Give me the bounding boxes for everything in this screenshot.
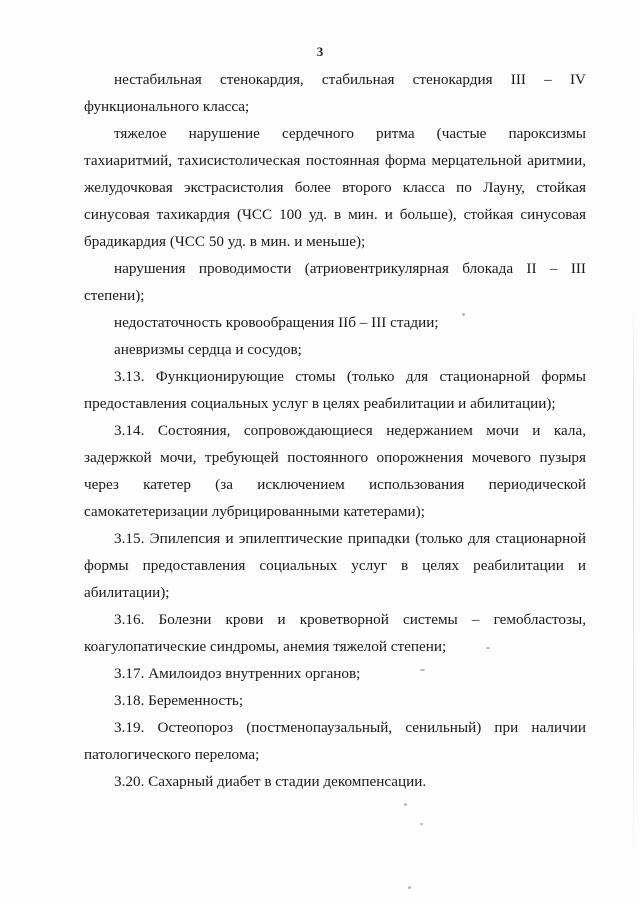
- scan-speck: [408, 886, 411, 889]
- paragraph-3-20: 3.20. Сахарный диабет в стадии декомпенсации.: [114, 773, 427, 790]
- scan-speck: [462, 313, 465, 316]
- paragraph-3-14: 3.14. Состояния, сопровождающиеся недержанием мочи и кала, задержкой мочи, требующей постоянного опорожнения мочевого пузыря через катетер (за исключением использования периодической самокатетеризации лубрицированными катетерами);: [84, 422, 586, 520]
- paragraph-3-13: 3.13. Функционирующие стомы (только для стационарной формы предоставления социальных услуг в целях реабилитации и абилитации);: [84, 368, 586, 412]
- scan-speck: [420, 669, 425, 671]
- paragraph-3-18: 3.18. Беременность;: [114, 692, 244, 709]
- paragraph-conduction: нарушения проводимости (атриовентрикулярная блокада II – III степени);: [84, 260, 586, 304]
- paragraph-heart-rhythm: тяжелое нарушение сердечного ритма (частые пароксизмы тахиаритмий, тахисистолическая постоянная форма мерцательной аритмии, желудочковая экстрасистолия более второго класса по Лауну, стойкая синусовая тахикардия (ЧСС 100 уд. в мин. и больше), стойкая синусовая брадикардия (ЧСС 50 уд. в мин. и меньше);: [84, 125, 586, 250]
- scan-speck: [404, 803, 407, 806]
- paragraph-circulatory-failure: недостаточность кровообращения IIб – III стадии;: [114, 314, 439, 331]
- scan-speck: [420, 823, 423, 825]
- scan-edge-artifact: [633, 300, 634, 860]
- paragraph-3-16: 3.16. Болезни крови и кроветворной системы – гемобластозы, коагулопатические синдромы, анемия тяжелой степени;: [84, 611, 586, 655]
- page-number: 3: [316, 44, 324, 59]
- scan-speck: [486, 647, 490, 649]
- paragraph-unstable-angina: нестабильная стенокардия, стабильная стенокардия III – IV функционального класса;: [84, 71, 586, 115]
- document-body: [84, 66, 586, 795]
- paragraph-3-17: 3.17. Амилоидоз внутренних органов;: [114, 665, 361, 682]
- paragraph-3-15: 3.15. Эпилепсия и эпилептические припадки (только для стационарной формы предоставления социальных услуг в целях реабилитации и абилитации);: [84, 530, 586, 601]
- paragraph-3-19: 3.19. Остеопороз (постменопаузальный, сенильный) при наличии патологического перелома;: [84, 719, 586, 763]
- paragraph-aneurysms: аневризмы сердца и сосудов;: [114, 341, 302, 358]
